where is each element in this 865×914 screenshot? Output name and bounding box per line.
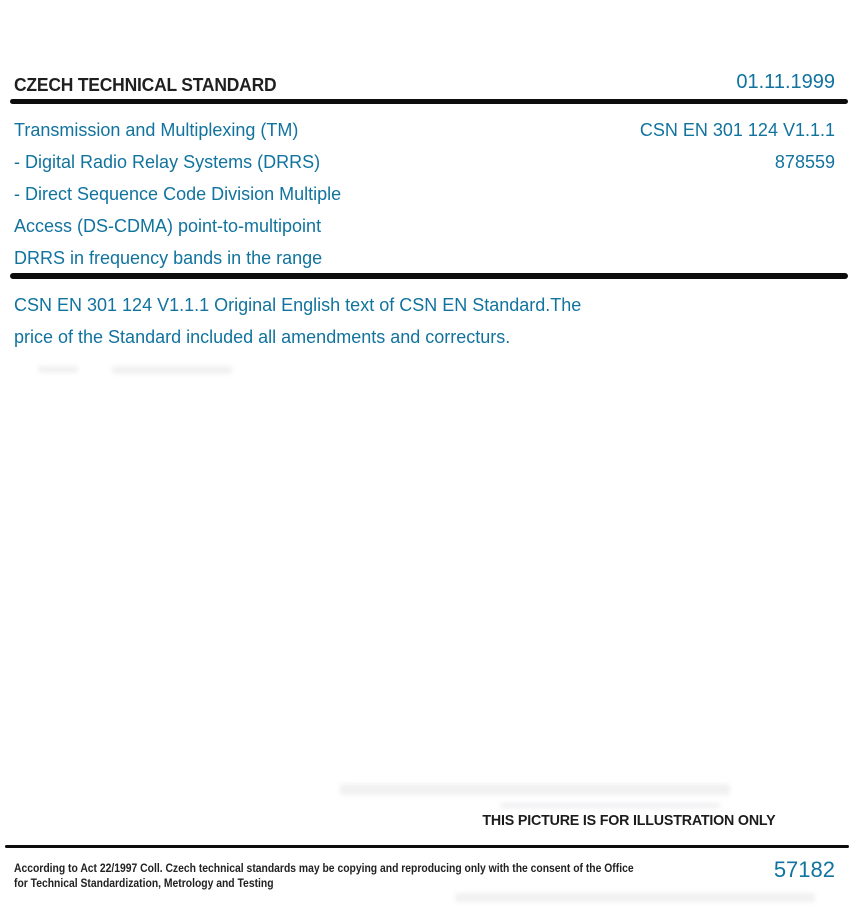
standard-title-line: Transmission and Multiplexing (TM) bbox=[14, 120, 299, 140]
top-divider-rule bbox=[10, 99, 848, 104]
faint-scan-artifact bbox=[500, 803, 720, 808]
footer-divider-rule bbox=[5, 845, 849, 848]
legal-notice-line: for Technical Standardization, Metrology and Testing bbox=[14, 878, 274, 890]
illustration-only-notice: THIS PICTURE IS FOR ILLUSTRATION ONLY bbox=[481, 812, 775, 829]
faint-scan-artifact bbox=[455, 893, 815, 902]
middle-divider-rule bbox=[10, 273, 848, 279]
standard-description bbox=[14, 289, 581, 353]
publication-date: 01.11.1999 bbox=[736, 71, 835, 93]
faint-scan-artifact bbox=[38, 366, 78, 373]
description-line: price of the Standard included all amendments and correcturs. bbox=[14, 327, 511, 347]
standard-title-line: DRRS in frequency bands in the range bbox=[14, 248, 323, 268]
description-line: CSN EN 301 124 V1.1.1 Original English text of CSN EN Standard.The bbox=[14, 295, 582, 315]
page-title: CZECH TECHNICAL STANDARD bbox=[14, 75, 277, 95]
legal-notice-line: According to Act 22/1997 Coll. Czech technical standards may be copying and reproducing only with the consent of the Office bbox=[14, 863, 634, 875]
legal-notice bbox=[14, 862, 634, 892]
order-number: 57182 bbox=[773, 857, 835, 882]
standard-title-line: - Direct Sequence Code Division Multiple bbox=[14, 184, 342, 204]
standard-designation: CSN EN 301 124 V1.1.1 bbox=[639, 120, 835, 140]
standard-title-block bbox=[14, 114, 341, 274]
standard-title-line: - Digital Radio Relay Systems (DRRS) bbox=[14, 152, 321, 172]
standard-title-line: Access (DS-CDMA) point-to-multipoint bbox=[14, 216, 322, 236]
catalog-number: 878559 bbox=[774, 152, 835, 172]
faint-scan-artifact bbox=[340, 784, 730, 795]
standard-numbers-block bbox=[640, 114, 835, 178]
faint-scan-artifact bbox=[112, 366, 232, 374]
